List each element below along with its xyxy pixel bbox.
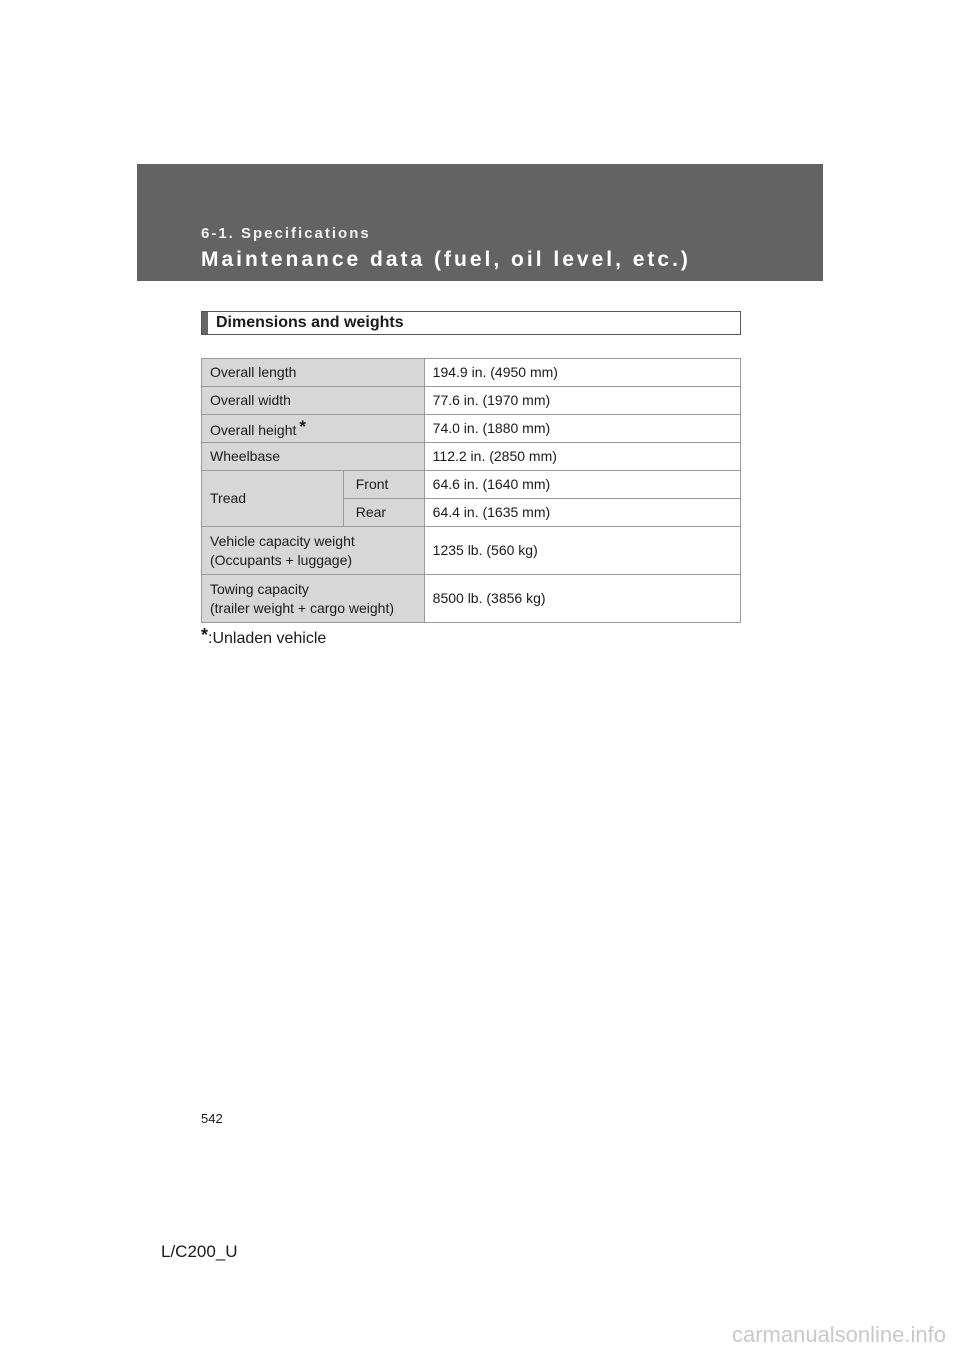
row-label-cell	[202, 527, 425, 575]
table-row	[202, 443, 741, 471]
chapter-header-band	[137, 164, 823, 281]
table-row	[202, 415, 741, 443]
model-code: L/C200_U	[161, 1242, 238, 1261]
footnote-marker: *	[299, 417, 307, 436]
row-label-cell	[202, 575, 425, 623]
row-value: 8500 lb. (3856 kg)	[424, 575, 740, 623]
table-row	[202, 359, 741, 387]
row-label: Overall length	[202, 359, 425, 387]
row-value: 77.6 in. (1970 mm)	[424, 387, 740, 415]
row-label-line: Towing capacity	[210, 580, 309, 597]
row-label-line: (trailer weight + cargo weight)	[210, 599, 395, 616]
subheading-accent-bar	[202, 312, 208, 334]
table-row	[202, 527, 741, 575]
row-label: Wheelbase	[202, 443, 425, 471]
page-title: Maintenance data (fuel, oil level, etc.)	[201, 248, 691, 271]
row-label-line: Vehicle capacity weight	[210, 532, 355, 549]
row-value: 64.4 in. (1635 mm)	[424, 499, 740, 527]
footnote-text: :Unladen vehicle	[208, 630, 327, 647]
row-label-line: (Occupants + luggage)	[210, 551, 353, 568]
row-label: Overall width	[202, 387, 425, 415]
subheading-text: Dimensions and weights	[216, 314, 404, 331]
row-value: 194.9 in. (4950 mm)	[424, 359, 740, 387]
footnote	[201, 625, 326, 648]
footnote-marker: *	[201, 625, 209, 645]
watermark: carmanualsonline.info	[731, 1322, 946, 1347]
row-sublabel: Rear	[343, 499, 424, 527]
table-row	[202, 471, 741, 499]
section-label: 6-1. Specifications	[201, 225, 371, 242]
table-row	[202, 387, 741, 415]
page-number: 542	[201, 1111, 223, 1126]
row-value: 74.0 in. (1880 mm)	[424, 415, 740, 443]
row-value: 64.6 in. (1640 mm)	[424, 471, 740, 499]
row-label: Overall height	[210, 422, 297, 438]
row-value: 1235 lb. (560 kg)	[424, 527, 740, 575]
dimensions-table	[201, 358, 741, 623]
row-sublabel: Front	[343, 471, 424, 499]
subheading-dimensions-weights	[201, 311, 741, 335]
row-label-cell	[202, 415, 425, 443]
table-row	[202, 575, 741, 623]
row-value: 112.2 in. (2850 mm)	[424, 443, 740, 471]
row-label: Tread	[202, 471, 344, 527]
